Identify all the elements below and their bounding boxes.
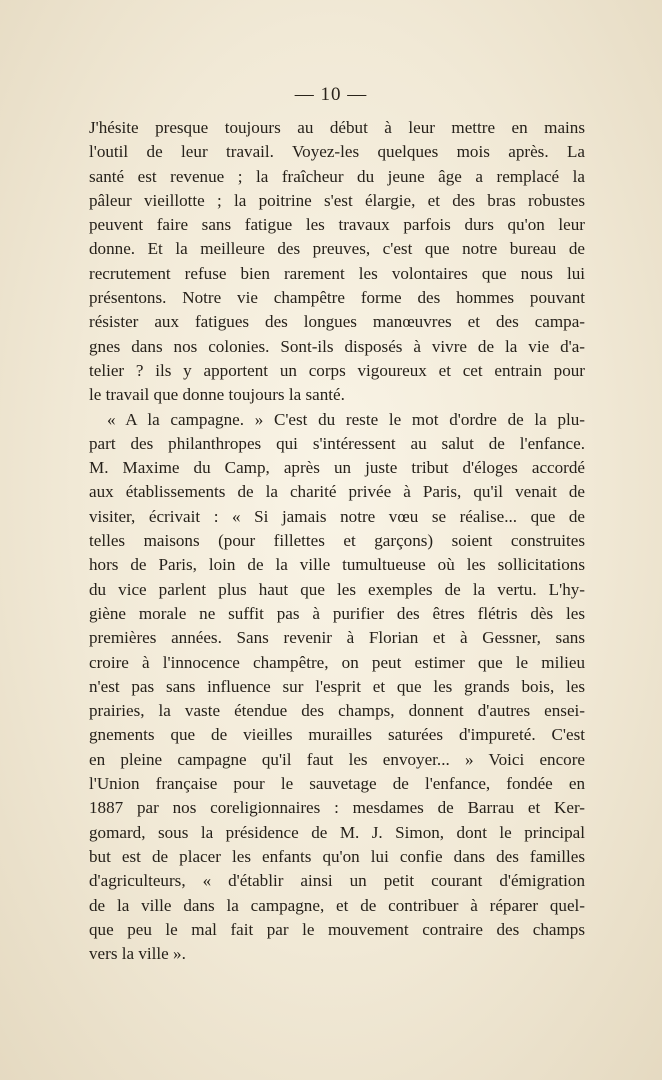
text-line: résister aux fatigues des longues manœuvres et des campa- bbox=[89, 312, 585, 332]
page-number: — 10 — bbox=[294, 84, 368, 105]
text-line: pâleur vieillotte ; la poitrine s'est élargie, et des bras robustes bbox=[89, 190, 585, 210]
text-line: J'hésite presque toujours au début à leur mettre en mains bbox=[89, 118, 585, 137]
text-line: telles maisons (pour fillettes et garçons) soient construites bbox=[89, 531, 585, 551]
text-line: 1887 par nos coreligionnaires : mesdames de Barrau et Ker- bbox=[89, 798, 585, 818]
text-line: gnements que de vieilles murailles saturées d'impureté. C'est bbox=[89, 725, 585, 745]
text-line: l'Union française pour le sauvetage de l'enfance, fondée en bbox=[89, 774, 585, 794]
text-line: recrutement refuse bien rarement les volontaires que nous lui bbox=[89, 263, 585, 283]
text-line: gomard, sous la présidence de M. J. Simon, dont le principal bbox=[89, 822, 585, 842]
text-line: de la ville dans la campagne, et de contribuer à réparer quel- bbox=[89, 895, 585, 915]
text-line: du vice parlent plus haut que les exemples de la vertu. L'hy- bbox=[89, 579, 585, 599]
text-line: « A la campagne. » C'est du reste le mot d'ordre de la plu- bbox=[107, 409, 585, 429]
text-line: telier ? ils y apportent un corps vigoureux et cet entrain pour bbox=[89, 360, 585, 380]
text-line: vers la ville ». bbox=[89, 944, 186, 964]
text-line: aux établissements de la charité privée à Paris, qu'il venait de bbox=[89, 482, 585, 502]
text-line: l'outil de leur travail. Voyez-les quelques mois après. La bbox=[89, 142, 585, 162]
text-line: que peu le mal fait par le mouvement contraire des champs bbox=[89, 919, 585, 939]
text-line: le travail que donne toujours la santé. bbox=[89, 385, 345, 405]
text-line: gnes dans nos colonies. Sont-ils disposés à vivre de la vie d'a- bbox=[89, 336, 585, 356]
text-line: but est de placer les enfants qu'on lui confie dans des familles bbox=[89, 846, 585, 866]
text-line: hors de Paris, loin de la ville tumultueuse où les sollicitations bbox=[89, 555, 585, 575]
text-line: croire à l'innocence champêtre, on peut estimer que le milieu bbox=[89, 652, 585, 672]
text-line: visiter, écrivait : « Si jamais notre vœu se réalise... que de bbox=[89, 506, 585, 526]
text-line: donne. Et la meilleure des preuves, c'est que notre bureau de bbox=[89, 239, 585, 259]
text-line: prairies, la vaste étendue des champs, donnent d'autres ensei- bbox=[89, 701, 585, 721]
text-line: n'est pas sans influence sur l'esprit et que les grands bois, les bbox=[89, 676, 585, 696]
text-line: en pleine campagne qu'il faut les envoyer... » Voici encore bbox=[89, 749, 585, 769]
text-line: santé est revenue ; la fraîcheur du jeune âge a remplacé la bbox=[89, 166, 585, 186]
body-text bbox=[89, 116, 585, 966]
text-line: premières années. Sans revenir à Florian et à Gessner, sans bbox=[89, 628, 585, 648]
text-line: M. Maxime du Camp, après un juste tribut d'éloges accordé bbox=[89, 458, 585, 478]
text-line: peuvent faire sans fatigue les travaux parfois durs qu'on leur bbox=[89, 215, 585, 235]
text-line: part des philanthropes qui s'intéressent au salut de l'enfance. bbox=[89, 433, 585, 453]
text-line: présentons. Notre vie champêtre forme des hommes pouvant bbox=[89, 288, 585, 308]
text-line: d'agriculteurs, « d'établir ainsi un petit courant d'émigration bbox=[89, 871, 585, 891]
text-line: giène morale ne suffit pas à purifier des êtres flétris dès les bbox=[89, 603, 585, 623]
